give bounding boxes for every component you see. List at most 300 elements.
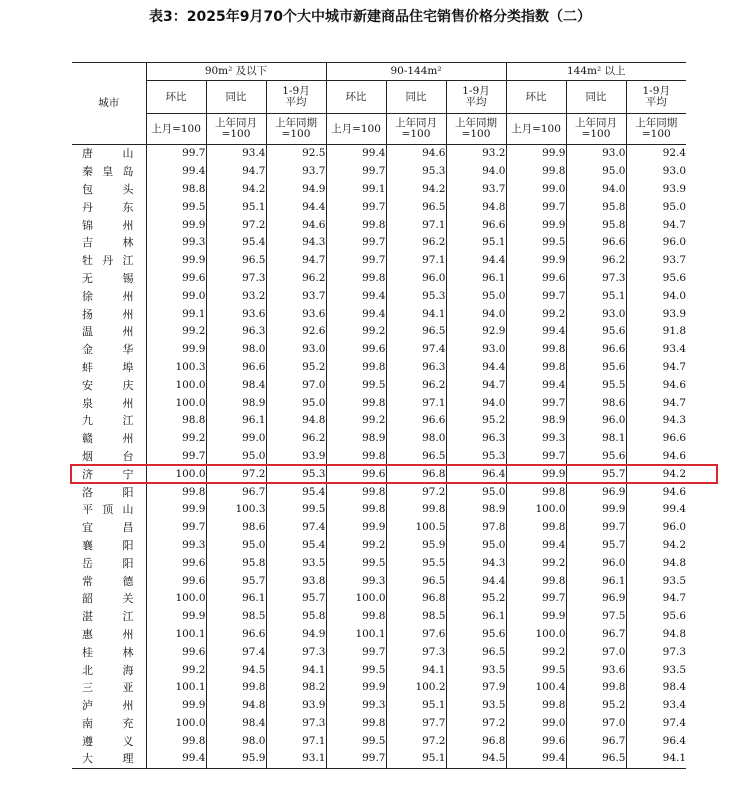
index-value: 94.7 xyxy=(206,163,266,181)
index-value: 96.0 xyxy=(386,270,446,288)
index-value: 99.8 xyxy=(326,448,386,466)
table-row xyxy=(72,750,686,768)
index-value: 99.9 xyxy=(566,501,626,519)
index-value: 93.1 xyxy=(266,750,326,768)
city-name: 遵义 xyxy=(72,732,146,750)
table-row xyxy=(72,483,686,501)
index-value: 96.7 xyxy=(566,732,626,750)
index-value: 94.7 xyxy=(662,396,687,409)
index-value: 97.2 xyxy=(386,483,446,501)
index-value: 96.5 xyxy=(386,198,446,216)
index-value: 94.4 xyxy=(446,572,506,590)
index-value: 99.8 xyxy=(326,501,386,519)
index-value: 93.5 xyxy=(662,663,687,676)
index-value: 99.0 xyxy=(146,287,206,305)
index-value: 99.7 xyxy=(506,198,566,216)
index-value: 99.6 xyxy=(326,341,386,359)
index-value: 93.5 xyxy=(266,554,326,572)
index-value: 95.8 xyxy=(566,198,626,216)
index-value: 96.9 xyxy=(566,590,626,608)
index-value: 99.8 xyxy=(386,501,446,519)
index-value: 97.1 xyxy=(386,216,446,234)
city-name: 秦皇岛 xyxy=(72,163,146,181)
index-value: 97.4 xyxy=(386,341,446,359)
index-value: 95.6 xyxy=(446,626,506,644)
index-value: 94.6 xyxy=(266,216,326,234)
col-header-mom: 环比 xyxy=(326,81,386,114)
index-value: 93.2 xyxy=(446,145,506,163)
index-value: 99.6 xyxy=(506,732,566,750)
index-value: 99.4 xyxy=(506,537,566,555)
index-value: 99.7 xyxy=(506,394,566,412)
index-value: 96.3 xyxy=(446,430,506,448)
index-value: 100.5 xyxy=(386,519,446,537)
index-value: 97.3 xyxy=(266,715,326,733)
table-row xyxy=(72,661,686,679)
index-value: 94.5 xyxy=(206,661,266,679)
table-row xyxy=(72,412,686,430)
index-value: 95.8 xyxy=(206,554,266,572)
index-value: 99.7 xyxy=(146,519,206,537)
index-value: 99.2 xyxy=(326,323,386,341)
index-value: 93.0 xyxy=(446,341,506,359)
index-value: 99.8 xyxy=(326,270,386,288)
table-row xyxy=(72,537,686,555)
index-value: 95.6 xyxy=(566,323,626,341)
index-value: 96.6 xyxy=(662,432,687,445)
table-row xyxy=(72,305,686,323)
index-value: 96.0 xyxy=(662,521,687,534)
index-value: 98.0 xyxy=(206,732,266,750)
index-value: 95.6 xyxy=(566,359,626,377)
table-row xyxy=(72,715,686,733)
index-value: 99.4 xyxy=(506,376,566,394)
index-value: 96.7 xyxy=(206,483,266,501)
index-value: 95.2 xyxy=(266,359,326,377)
index-value: 97.2 xyxy=(386,732,446,750)
index-value: 97.8 xyxy=(446,519,506,537)
index-value: 99.8 xyxy=(506,572,566,590)
city-name: 赣州 xyxy=(72,430,146,448)
index-value: 95.4 xyxy=(206,234,266,252)
index-value: 94.0 xyxy=(566,181,626,199)
index-value: 93.0 xyxy=(662,165,687,178)
col-header-mom: 环比 xyxy=(506,81,566,114)
index-value: 99.5 xyxy=(266,501,326,519)
index-value: 96.5 xyxy=(386,323,446,341)
index-value: 96.4 xyxy=(446,465,506,483)
index-value: 96.2 xyxy=(386,376,446,394)
table-row xyxy=(72,608,686,626)
index-value: 92.5 xyxy=(266,145,326,163)
index-value: 100.1 xyxy=(326,626,386,644)
index-value: 94.6 xyxy=(386,145,446,163)
index-value: 99.1 xyxy=(146,305,206,323)
table-row xyxy=(72,181,686,199)
index-value: 94.0 xyxy=(446,394,506,412)
index-value: 93.0 xyxy=(566,305,626,323)
base-header-mom: 上月=100 xyxy=(326,114,386,145)
index-value: 93.4 xyxy=(662,343,687,356)
index-value: 92.4 xyxy=(662,147,687,160)
index-value: 99.6 xyxy=(506,270,566,288)
index-value: 99.8 xyxy=(206,679,266,697)
index-value: 95.7 xyxy=(566,537,626,555)
index-value: 97.2 xyxy=(206,465,266,483)
city-name: 北海 xyxy=(72,661,146,679)
index-value: 99.8 xyxy=(506,341,566,359)
table-row xyxy=(72,501,686,519)
index-value: 95.0 xyxy=(662,200,687,213)
index-value: 99.4 xyxy=(146,163,206,181)
base-header-yoy: 上年同月 =100 xyxy=(566,114,626,145)
index-value: 96.3 xyxy=(386,359,446,377)
index-value: 99.8 xyxy=(146,732,206,750)
index-value: 95.1 xyxy=(566,287,626,305)
table-header xyxy=(72,63,686,145)
index-value: 95.0 xyxy=(566,163,626,181)
index-value: 99.3 xyxy=(326,697,386,715)
index-value: 99.9 xyxy=(506,608,566,626)
index-value: 94.4 xyxy=(446,359,506,377)
index-value: 95.1 xyxy=(206,198,266,216)
index-value: 93.7 xyxy=(266,163,326,181)
base-header-mom: 上月=100 xyxy=(506,114,566,145)
table-row xyxy=(72,590,686,608)
index-value: 98.5 xyxy=(206,608,266,626)
index-value: 95.1 xyxy=(446,234,506,252)
index-value: 94.8 xyxy=(266,412,326,430)
index-value: 93.5 xyxy=(662,574,687,587)
index-value: 99.7 xyxy=(146,448,206,466)
index-value: 96.5 xyxy=(446,643,506,661)
index-value: 94.1 xyxy=(266,661,326,679)
index-value: 94.4 xyxy=(446,252,506,270)
index-value: 95.3 xyxy=(386,163,446,181)
index-value: 93.9 xyxy=(662,182,687,195)
index-value: 94.6 xyxy=(662,449,687,462)
index-value: 97.6 xyxy=(386,626,446,644)
index-value: 95.5 xyxy=(386,554,446,572)
index-value: 99.4 xyxy=(662,503,687,516)
group-header-medium: 90-144m² xyxy=(326,63,506,81)
index-value: 97.3 xyxy=(206,270,266,288)
index-value: 98.0 xyxy=(206,341,266,359)
index-value: 99.7 xyxy=(326,252,386,270)
index-value: 94.0 xyxy=(446,163,506,181)
col-header-yoy: 同比 xyxy=(566,81,626,114)
index-value: 93.6 xyxy=(266,305,326,323)
index-value: 93.5 xyxy=(446,697,506,715)
index-value: 94.3 xyxy=(446,554,506,572)
index-value: 99.8 xyxy=(566,679,626,697)
table-row xyxy=(72,216,686,234)
city-name: 平顶山 xyxy=(72,501,146,519)
table-row xyxy=(72,394,686,412)
index-value: 99.8 xyxy=(506,697,566,715)
index-value: 99.7 xyxy=(326,750,386,768)
index-value: 96.2 xyxy=(386,234,446,252)
index-value: 99.8 xyxy=(326,394,386,412)
index-value: 98.4 xyxy=(206,376,266,394)
table-row xyxy=(72,572,686,590)
index-value: 96.6 xyxy=(386,412,446,430)
index-value: 94.2 xyxy=(386,181,446,199)
table-row xyxy=(72,430,686,448)
index-value: 94.9 xyxy=(266,626,326,644)
index-value: 95.6 xyxy=(566,448,626,466)
index-value: 100.0 xyxy=(146,590,206,608)
index-value: 99.3 xyxy=(146,537,206,555)
city-name: 济宁 xyxy=(72,465,146,483)
index-value: 94.3 xyxy=(266,234,326,252)
table-row xyxy=(72,732,686,750)
index-value: 96.1 xyxy=(446,608,506,626)
table-row xyxy=(72,679,686,697)
index-value: 99.7 xyxy=(506,448,566,466)
index-value: 94.7 xyxy=(662,592,687,605)
table-row xyxy=(72,163,686,181)
index-value: 95.2 xyxy=(446,412,506,430)
index-value: 94.8 xyxy=(662,556,687,569)
group-header-large: 144m² 以上 xyxy=(506,63,686,81)
index-value: 99.2 xyxy=(146,430,206,448)
index-value: 98.6 xyxy=(566,394,626,412)
price-index-table xyxy=(72,62,686,769)
city-name: 温州 xyxy=(72,323,146,341)
index-value: 97.1 xyxy=(386,394,446,412)
index-value: 97.4 xyxy=(662,716,687,729)
city-name: 大理 xyxy=(72,750,146,768)
table-row xyxy=(72,643,686,661)
index-value: 97.3 xyxy=(662,645,687,658)
index-value: 96.1 xyxy=(566,572,626,590)
index-value: 95.9 xyxy=(386,537,446,555)
table-row xyxy=(72,519,686,537)
city-name: 吉林 xyxy=(72,234,146,252)
index-value: 99.7 xyxy=(326,643,386,661)
table-row xyxy=(72,626,686,644)
city-name: 无锡 xyxy=(72,270,146,288)
index-value: 98.2 xyxy=(266,679,326,697)
base-header-yoy: 上年同月 =100 xyxy=(206,114,266,145)
index-value: 99.2 xyxy=(146,661,206,679)
index-value: 93.8 xyxy=(266,572,326,590)
index-value: 99.1 xyxy=(326,181,386,199)
index-value: 96.3 xyxy=(206,323,266,341)
index-value: 99.9 xyxy=(146,341,206,359)
index-value: 96.2 xyxy=(266,430,326,448)
city-name: 洛阳 xyxy=(72,483,146,501)
index-value: 96.2 xyxy=(566,252,626,270)
index-value: 99.0 xyxy=(506,715,566,733)
index-value: 94.8 xyxy=(662,627,687,640)
index-value: 99.9 xyxy=(146,501,206,519)
index-value: 99.8 xyxy=(506,359,566,377)
index-value: 96.6 xyxy=(446,216,506,234)
index-value: 97.3 xyxy=(566,270,626,288)
table-row xyxy=(72,145,686,163)
index-value: 98.6 xyxy=(206,519,266,537)
index-value: 98.4 xyxy=(206,715,266,733)
index-value: 99.7 xyxy=(506,590,566,608)
index-value: 93.7 xyxy=(266,287,326,305)
index-value: 91.8 xyxy=(662,325,687,338)
index-value: 99.5 xyxy=(326,376,386,394)
index-value: 94.1 xyxy=(626,750,686,768)
index-value: 99.5 xyxy=(326,732,386,750)
index-value: 95.3 xyxy=(446,448,506,466)
index-value: 99.5 xyxy=(506,661,566,679)
index-value: 95.1 xyxy=(386,697,446,715)
index-value: 100.0 xyxy=(506,626,566,644)
index-value: 95.7 xyxy=(206,572,266,590)
index-value: 96.1 xyxy=(206,590,266,608)
index-value: 94.9 xyxy=(266,181,326,199)
table-row xyxy=(72,252,686,270)
index-value: 97.2 xyxy=(446,715,506,733)
index-value: 99.5 xyxy=(146,198,206,216)
index-value: 99.8 xyxy=(326,715,386,733)
index-value: 96.6 xyxy=(206,626,266,644)
index-value: 95.0 xyxy=(446,287,506,305)
index-value: 99.2 xyxy=(326,537,386,555)
index-value: 99.4 xyxy=(326,305,386,323)
index-value: 99.8 xyxy=(326,359,386,377)
city-name: 岳阳 xyxy=(72,554,146,572)
index-value: 93.0 xyxy=(266,341,326,359)
index-value: 93.6 xyxy=(206,305,266,323)
index-value: 99.4 xyxy=(506,750,566,768)
city-name: 锦州 xyxy=(72,216,146,234)
index-value: 97.4 xyxy=(266,519,326,537)
table-row xyxy=(72,270,686,288)
city-column-header: 城市 xyxy=(72,63,146,145)
index-value: 97.0 xyxy=(566,715,626,733)
index-value: 99.0 xyxy=(206,430,266,448)
index-value: 99.7 xyxy=(146,145,206,163)
col-header-avg: 1-9月 平均 xyxy=(446,81,506,114)
index-value: 99.7 xyxy=(326,163,386,181)
index-value: 99.9 xyxy=(146,216,206,234)
index-value: 92.9 xyxy=(446,323,506,341)
table-body xyxy=(72,145,686,769)
index-value: 94.5 xyxy=(446,750,506,768)
index-value: 96.1 xyxy=(446,270,506,288)
index-value: 99.8 xyxy=(326,216,386,234)
index-value: 99.8 xyxy=(506,483,566,501)
index-value: 94.8 xyxy=(446,198,506,216)
index-value: 96.1 xyxy=(206,412,266,430)
index-value: 96.5 xyxy=(566,750,626,768)
index-value: 100.0 xyxy=(506,501,566,519)
index-value: 98.1 xyxy=(566,430,626,448)
city-name: 桂林 xyxy=(72,643,146,661)
index-value: 98.5 xyxy=(386,608,446,626)
index-value: 99.7 xyxy=(506,287,566,305)
index-value: 99.4 xyxy=(326,287,386,305)
index-value: 100.1 xyxy=(146,679,206,697)
index-value: 100.0 xyxy=(146,715,206,733)
index-value: 99.2 xyxy=(146,323,206,341)
index-value: 100.0 xyxy=(146,394,206,412)
index-value: 98.9 xyxy=(326,430,386,448)
index-value: 94.3 xyxy=(662,414,687,427)
index-value: 95.5 xyxy=(566,376,626,394)
base-header-yoy: 上年同月 =100 xyxy=(386,114,446,145)
index-value: 96.4 xyxy=(662,734,687,747)
index-value: 93.6 xyxy=(566,661,626,679)
city-name: 烟台 xyxy=(72,448,146,466)
city-name: 常德 xyxy=(72,572,146,590)
index-value: 95.0 xyxy=(446,483,506,501)
index-value: 99.8 xyxy=(506,519,566,537)
index-value: 98.8 xyxy=(146,181,206,199)
index-value: 99.6 xyxy=(146,643,206,661)
index-value: 99.6 xyxy=(326,465,386,483)
index-value: 100.3 xyxy=(206,501,266,519)
index-value: 97.4 xyxy=(206,643,266,661)
index-value: 99.2 xyxy=(506,554,566,572)
index-value: 95.7 xyxy=(266,590,326,608)
index-value: 95.0 xyxy=(446,537,506,555)
index-value: 99.5 xyxy=(326,661,386,679)
index-value: 98.0 xyxy=(386,430,446,448)
table-row xyxy=(72,341,686,359)
city-name: 牡丹江 xyxy=(72,252,146,270)
table-row xyxy=(72,697,686,715)
index-value: 95.1 xyxy=(386,750,446,768)
index-value: 95.9 xyxy=(206,750,266,768)
base-header-avg: 上年同期 =100 xyxy=(446,114,506,145)
table-row xyxy=(72,376,686,394)
city-name: 扬州 xyxy=(72,305,146,323)
city-name: 南充 xyxy=(72,715,146,733)
index-value: 94.2 xyxy=(662,538,687,551)
index-value: 93.9 xyxy=(266,448,326,466)
index-value: 99.2 xyxy=(506,305,566,323)
index-value: 96.8 xyxy=(386,590,446,608)
group-header-small: 90m² 及以下 xyxy=(146,63,326,81)
page-title: 表3：2025年9月70个大中城市新建商品住宅销售价格分类指数（二） xyxy=(149,9,591,25)
index-value: 94.4 xyxy=(266,198,326,216)
index-value: 99.6 xyxy=(146,270,206,288)
index-value: 100.0 xyxy=(146,465,206,483)
index-value: 99.8 xyxy=(506,163,566,181)
index-value: 97.5 xyxy=(566,608,626,626)
city-name: 湛江 xyxy=(72,608,146,626)
index-value: 99.6 xyxy=(146,572,206,590)
index-value: 95.8 xyxy=(266,608,326,626)
index-value: 99.9 xyxy=(506,465,566,483)
index-value: 99.9 xyxy=(146,252,206,270)
index-value: 94.7 xyxy=(446,376,506,394)
index-value: 100.1 xyxy=(146,626,206,644)
index-value: 100.4 xyxy=(506,679,566,697)
index-value: 98.4 xyxy=(662,681,687,694)
index-value: 99.2 xyxy=(326,412,386,430)
index-value: 95.7 xyxy=(566,465,626,483)
city-name: 徐州 xyxy=(72,287,146,305)
index-value: 98.9 xyxy=(206,394,266,412)
base-header-mom: 上月=100 xyxy=(146,114,206,145)
index-value: 99.4 xyxy=(506,323,566,341)
index-value: 93.0 xyxy=(566,145,626,163)
city-name: 丹东 xyxy=(72,198,146,216)
city-name: 唐山 xyxy=(72,145,146,163)
table-row xyxy=(72,287,686,305)
index-value: 95.3 xyxy=(386,287,446,305)
